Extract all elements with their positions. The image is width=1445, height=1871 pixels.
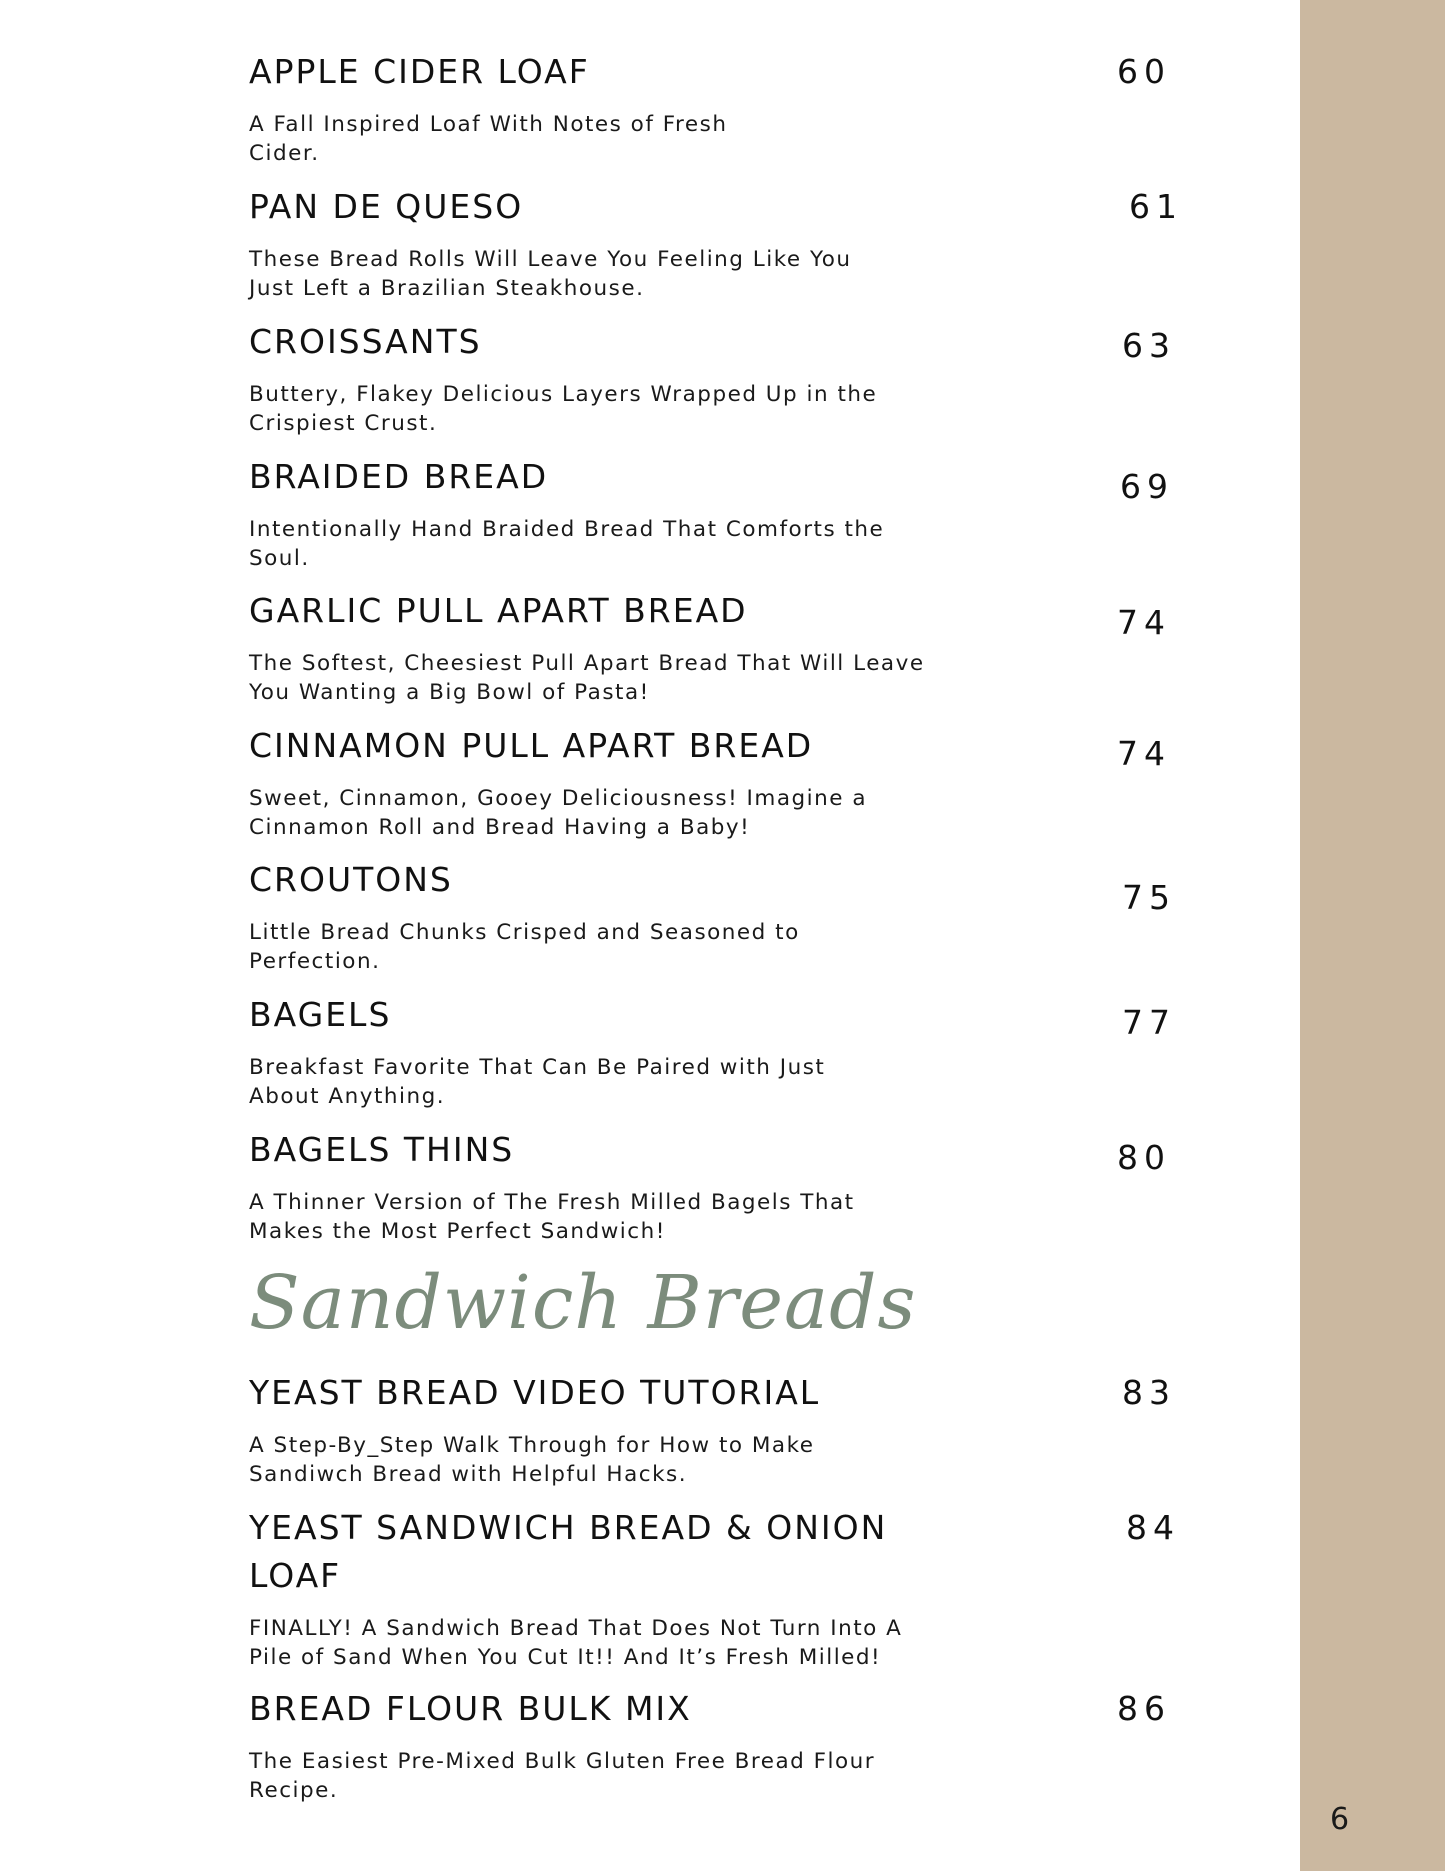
entry-page-number: 69 [1120, 467, 1174, 506]
entry-title: APPLE CIDER LOAF [249, 52, 590, 91]
entry-description: Sweet, Cinnamon, Gooey Deliciousness! Imagine a Cinnamon Roll and Bread Having a Baby! [249, 786, 868, 840]
entry-title: CROUTONS [249, 860, 453, 899]
entry-title: BAGELS THINS [249, 1130, 515, 1169]
entry-title: GARLIC PULL APART BREAD [249, 591, 748, 630]
entry-title: YEAST BREAD VIDEO TUTORIAL [249, 1373, 821, 1412]
entry-title: CINNAMON PULL APART BREAD [249, 726, 814, 765]
entry-title: BRAIDED BREAD [249, 457, 549, 496]
entry-description: Buttery, Flakey Delicious Layers Wrapped Up in the Crispiest Crust. [249, 382, 878, 436]
entry-title: YEAST SANDWICH BREAD & ONION LOAF [249, 1508, 888, 1595]
page-number: 6 [1330, 1802, 1350, 1837]
entry-description: A Thinner Version of The Fresh Milled Bagels That Makes the Most Perfect Sandwich! [249, 1190, 855, 1244]
entry-description: A Step-By_Step Walk Through for How to Make Sandiwch Bread with Helpful Hacks. [249, 1433, 815, 1487]
entry-description: Intentionally Hand Braided Bread That Comforts the Soul. [249, 517, 885, 571]
entry-page-number: 74 [1117, 734, 1171, 773]
entry-page-number: 61 [1129, 187, 1183, 226]
entry-page-number: 63 [1122, 326, 1176, 365]
entry-description: These Bread Rolls Will Leave You Feeling Like You Just Left a Brazilian Steakhouse. [249, 247, 852, 301]
entry-description: Little Bread Chunks Crisped and Seasoned to Perfection. [249, 920, 800, 974]
entry-description: Breakfast Favorite That Can Be Paired with Just About Anything. [249, 1055, 826, 1109]
entry-page-number: 75 [1122, 878, 1176, 917]
entry-description: A Fall Inspired Loaf With Notes of Fresh Cider. [249, 112, 728, 166]
entry-description: The Softest, Cheesiest Pull Apart Bread That Will Leave You Wanting a Big Bowl of Pasta! [249, 651, 925, 705]
entry-page-number: 60 [1117, 52, 1171, 91]
entry-page-number: 84 [1126, 1508, 1180, 1547]
entry-page-number: 86 [1117, 1689, 1171, 1728]
entry-page-number: 77 [1122, 1003, 1176, 1042]
entry-title: CROISSANTS [249, 322, 482, 361]
entry-page-number: 80 [1117, 1138, 1171, 1177]
entry-description: The Easiest Pre-Mixed Bulk Gluten Free Bread Flour Recipe. [249, 1749, 876, 1803]
accent-sidebar [1300, 0, 1445, 1871]
entry-title: BREAD FLOUR BULK MIX [249, 1689, 692, 1728]
entry-page-number: 83 [1122, 1373, 1176, 1412]
section-heading: Sandwich Breads [249, 1260, 917, 1346]
entry-title: PAN DE QUESO [249, 187, 524, 226]
entry-description: FINALLY! A Sandwich Bread That Does Not Turn Into A Pile of Sand When You Cut It!! And It’s Fresh Milled! [249, 1616, 903, 1670]
entry-page-number: 74 [1117, 603, 1171, 642]
entry-title: BAGELS [249, 995, 392, 1034]
